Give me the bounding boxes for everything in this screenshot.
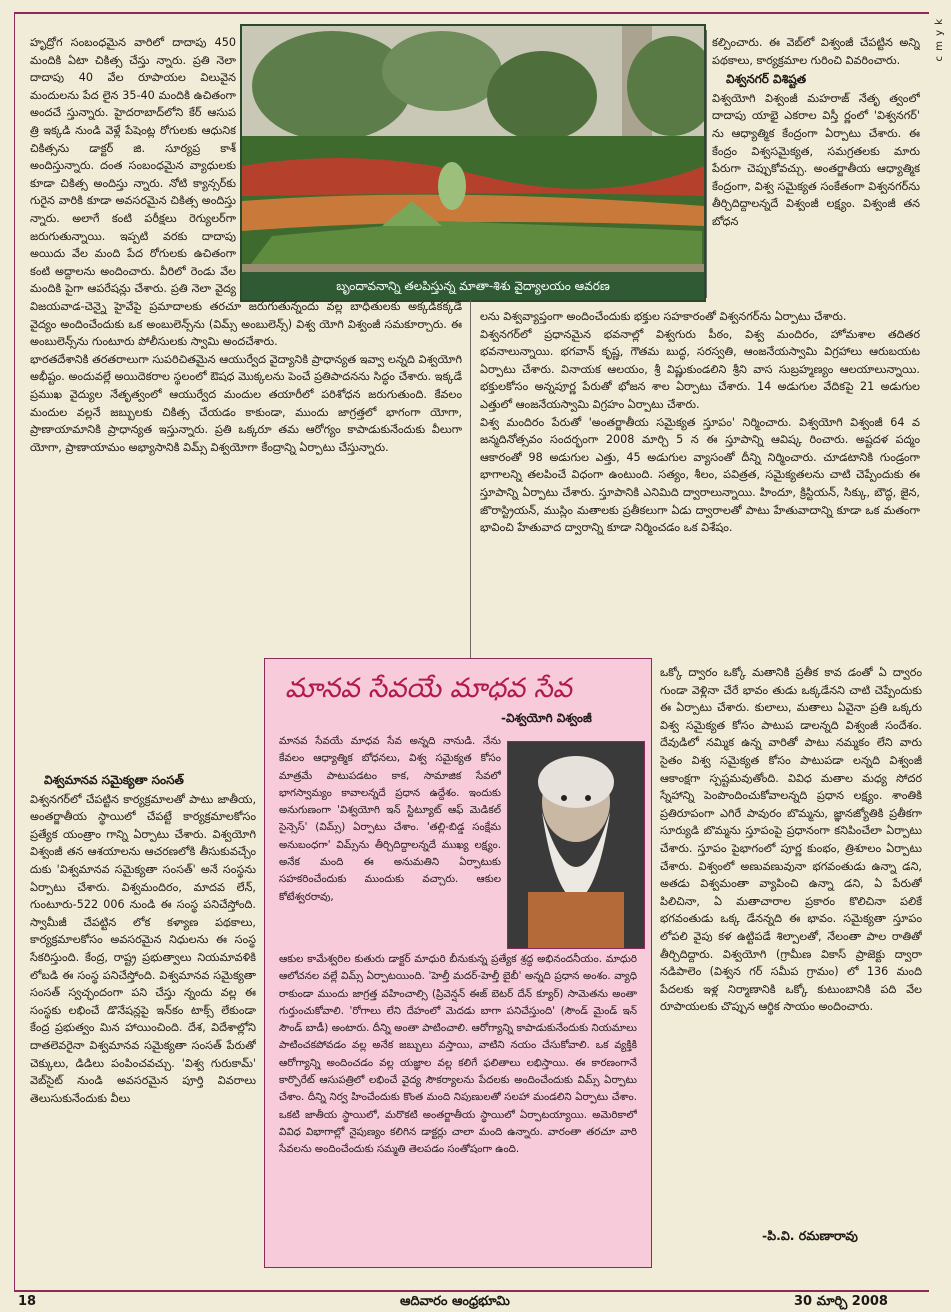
left-column-para-2: విజయవాడ-చెన్నై హైవేపై ప్రమాదాలకు తరచూ జరుగుతున్నందు వల్ల బాధితులకు అక్కడికక్కడే వైద్యం అందించేందుకు ఒక అంబులెన్స్‌ను (విమ్స్ అంబులెన్స్) విశ్వ యోగి విశ్వంజీ సమకూర్చారు. ఈ అంబులెన్స్‌ను గుంటూరు పోలీసులకు స్వామి అందచేశారు.: [30, 300, 462, 349]
box-text-wide: ఆకుల కామేశ్వరిల కుతురు డాక్టర్ మాధురి బీనుకున్న ప్రత్యేక శ్రద్ధ అభినందనీయం. మాధురి ఆలోచనల వల్లే విమ్స్ ఏర్పాటయింది. 'హెల్తీ మదర్-హెల్తీ బైబీ' అన్నది ప్రధాన అంశం. వ్యాధి రాకుండా ముందు జాగ్రత్త వహించాల్సి (ప్రివెన్షన్ ఈజ్ బెటర్ దేన్ క్యూర్) సామెతను అంతా గుర్తుంచుకోవాలి. 'రోగాలు లేని దేహంలో మెదడు బాగా పనిచేస్తుంది' (సౌండ్ మైండ్ ఇన్ సౌండ్ బాడీ) అంటారు. దీన్ని అంతా పాటించాలి. ఆరోగ్యాన్ని కాపాడుకునేందుకు నియమాలు పాటించకపోవడం వల్ల అనేక జబ్బులు వస్తాయి, వాటిని నయం చేసుకోవాలి. ఒక వ్యక్తికి ఆరోగ్యాన్ని అందించడం వల్ల యజ్ఞాల వల్ల కలిగే ఫలితాలు లభిస్తాయి. ఈ కారణంగానే కార్పొరేట్ ఆసుపత్రిలో లభించే వైద్య సౌకర్యాలను పేదలకు అందించేందుకు విమ్స్ ఏర్పాటు చేశాం. దీన్ని నిర్వ హించేందుకు కొంత మంది నిపుణులతో సలహా మండలిని ఏర్పాటు చేశాం. ఒకటి జాతీయ స్థాయిలో, మరొకటి అంతర్జాతీయ స్థాయిలో ఏర్పాటయ్యాయి. అమెరికాలో వివిధ విభాగాల్లో నైపుణ్యం కలిగిన డాక్టర్లు చాలా మంది ఉన్నారు. వారంతా తరచూ వారి సేవలను అందించేందుకు సమ్మతి తెలపడం సంతోషంగా ఉంది.: [279, 953, 637, 1156]
left-margin-rule: [14, 12, 15, 1290]
left-column-bottom: [30, 770, 256, 1262]
box-text-narrow: మానవ సేవయే మాధవ సేవ అన్నది నానుడి. నేను కేవలం ఆధ్యాత్మిక బోధనలు, విశ్వ సమైక్యత కోసం మాత్రమే పాటుపడటం కాక, సామాజిక సేవలో భాగస్వామ్యం కావాలన్నదే ప్రధాన ఉద్దేశం. ఇందుకు అనుగుణంగా 'విశ్వయోగి ఇన్ స్టిట్యూట్ ఆఫ్ మెడికల్ సైన్సెస్' (విమ్స్) ఏర్పాటు చేశాం. 'తల్లి-బిడ్డ సంక్షేమ అనుబంధగా' విమ్స్‌ను తీర్చిదిద్దాలన్నదే ముఖ్య లక్ష్యం. అనేక మంది ఈ అనుమతిని ఏర్పాటుకు సహకరించేందుకు ముందుకు వచ్చారు. ఆకుల కోటేశ్వరరావు,: [279, 735, 501, 903]
author-credit: -పి.వి. రమణారావు: [762, 1228, 858, 1243]
middle-column-para-2: విశ్వనగర్‌లో ప్రధానమైన భవనాల్లో విశ్వగురు పీఠం, విశ్వ మందిరం, హోమశాల తదితర భవనాలున్నాయి. భగవాన్ కృష్ణ, గౌతమ బుద్ధ, సరస్వతి, ఆంజనేయస్వామి విగ్రహాలు ఆరుబయట ఏర్పాటు చేశారు. వినాయక ఆలయం, శ్రీ విష్ణుకుండలిని శ్రీని వాస సుబ్రహ్మణ్యం ఆలయాలున్నాయి. భక్తులకోసం అన్నపూర్ణ పేరుతో భోజన శాల ఏర్పాటు చేశారు. 14 అడుగుల వేదికపై 21 అడుగుల ఎత్తులో ఆంజనేయస్వామి విగ్రహం ఏర్పాటు చేశారు.: [480, 327, 920, 411]
issue-date: 30 మార్చి 2008: [794, 1294, 888, 1309]
middle-column-para-1: లను విశ్వవ్యాప్తంగా అందించేందుకు భక్తుల సహకారంతో విశ్వనగర్‌ను ఏర్పాటు చేశారు.: [480, 310, 847, 323]
left-column: [30, 34, 236, 298]
publication-name: ఆదివారం ఆంధ్రభూమి: [400, 1294, 510, 1309]
right-column-para-2: విశ్వయోగి విశ్వంజీ మహరాజ్ నేతృ త్వంలో దాదాపు యాభై ఎకరాల విస్తీ ర్ణంలో 'విశ్వనగర్' ను ఆధ్యాత్మిక కేంద్రంగా ఏర్పాటు చేశారు. ఈ కేంద్రం విశ్వసమైక్యత, సమగ్రతలకు మారు పేరుగా చెప్పుకోవచ్చు. అంతర్జాతీయ ఆధ్యాత్మిక కేంద్రంగా, విశ్వ సమైక్యత సంకేతంగా విశ్వనగర్‌ను తీర్చిదిద్దాలన్నదే విశ్వంజీ లక్ష్యం. విశ్వంజీ తన బోధన: [712, 91, 920, 228]
sidebar-box: [264, 658, 652, 1268]
left-column-para-4: విశ్వనగర్‌లో చేపట్టిన కార్యక్రమాలతో పాటు జాతీయ, అంతర్జాతీయ స్థాయిలో చేపట్టే కార్యక్రమాలకోసం ప్రత్యేక యంత్రాం గాన్ని ఏర్పాటు చేశారు. విశ్వయోగి విశ్వంజీ తన ఆశయాలను ఆచరణలోకి తీసుకువచ్చేం దుకు 'విశ్వమానవ సమైక్యతా సంసత్' అనే సంస్థను ఏర్పాటు చేశారు. విశ్వమందిరం, మాదవ లేన్, గుంటూరు-522 006 నుండి ఈ సంస్థ పనిచేస్తోంది. స్వామీజీ చేపట్టిన లోక కళ్యాణ పథకాలు, కార్యక్రమాలకోసం అవసరమైన నిధులను ఈ సంస్థ సేకరిస్తుంది. కేంద్ర, రాష్ట్ర ప్రభుత్వాలు నియమావళికి లోబడి ఈ సంస్థ పనిచేస్తోంది. విశ్వమానవ సమైక్యతా సంసత్ స్వచ్ఛందంగా పని చేస్తు న్నందు వల్ల ఈ సంస్థకు లభించే డొనేషన్లపై ఇన్‌కం టాక్స్ లేకుండా కేంద్ర ప్రభుత్వం మిన హాయించింది. దేశ, విదేశాల్లోని దాతలెవరైనా విశ్వమానవ సమైక్యతా సంసత్ పేరుతో చెక్కులు, డిడిలు పంపించవచ్చు. 'విశ్వ గురుకామ్' వెబ్‌సైట్ నుండి అవసరమైన పూర్తి వివరాలు తెలుసుకునేందుకు వీలు: [30, 792, 256, 1105]
bottom-rule: [14, 1290, 929, 1292]
right-column-para-1: కల్పించారు. ఈ వెబ్‌లో విశ్వంజీ చేపట్టిన అన్ని పథకాలు, కార్యక్రమాల గురించి వివరించారు.: [712, 36, 920, 67]
garden-photo: [240, 24, 706, 302]
viswayogi-portrait: [507, 741, 645, 949]
box-byline: -విశ్వయోగి విశ్వంజీ: [501, 711, 592, 725]
right-section-heading: విశ్వనగర్ విశిష్టత: [726, 72, 807, 87]
middle-column-para-3: విశ్వ మందిరం పేరుతో 'అంతర్జాతీయ సమైక్యత స్తూపం' నిర్మించారు. విశ్వయోగి విశ్వంజీ 64 వ జన్మదినోత్సవం సందర్భంగా 2008 మార్చి 5 న ఈ స్తూపాన్ని ఆవిష్క రించారు. అష్టదళ పద్మం ఆకారంతో 98 అడుగుల ఎత్తు, 45 అడుగుల వ్యాసంతో దీన్ని నిర్మించారు. చూడటానికి గుండ్రంగా భాగాలన్ని తలపించే విధంగా ఉంటుంది. సత్యం, శీలం, పవిత్రత, సమైక్యతలను చాటి చెప్పేందుకు ఈ స్తూపాన్ని ఏర్పాటు చేశారు. స్తూపానికి ఎనిమిది ద్వారాలున్నాయి. హిందూ, క్రిస్టియన్, సిక్కు, బౌద్ధ, జైన, జొరాస్ట్రియన్, ముస్లిం మతాలకు ప్రతీకలుగా ఏడు ద్వారాలతో పాటు హేతువాదాన్ని కూడా ఒక మతంగా భావించి హేతువాద ద్వారాన్ని కూడా నిర్మించడం ఒక విశేషం.: [480, 415, 920, 535]
right-column: [712, 34, 920, 340]
registration-marks: c m y k: [934, 18, 945, 62]
box-title: మానవ సేవయే మాధవ సేవ: [285, 673, 572, 704]
left-column-para-3: భారతదేశానికి తరతరాలుగా సుపరిచితమైన ఆయుర్వేద వైద్యానికి ప్రాధాన్యత ఇవ్వా లన్నది విశ్వయోగి అభీష్టం. అందువల్లే అయిదెకరాల స్థలంలో ఔషధ మొక్కలను పెంచే ప్రతిపాదనను సిద్ధం చేశారు. ఇక్కడే ప్రముఖ వైద్యుల నేతృత్వంలో ఆయుర్వేద మందుల తయారీలో పరిశోధన జరుగుతుంది. కేవలం మందుల వల్లనే జబ్బులకు చికిత్స చేయడం కాకుండా, ముందు జాగ్రత్తలో భాగంగా యోగా, ప్రాణాయామానికి ప్రాధాన్యత ఇస్తున్నారు. ప్రతి ఒక్కరూ తమ ఆరోగ్యం కాపాడుకునేందుకు వీలుగా యోగా, ప్రాణాయామం అభ్యాసానికి విమ్స్ విశ్వయోగా కేంద్రాన్ని ఏర్పాటు చేస్తున్నారు.: [30, 352, 462, 454]
left-column-para-1: హృద్రోగ సంబంధమైన వారిలో దాదాపు 450 మందికి ఏటా చికిత్స చేస్తు న్నారు. ప్రతి నెలా దాదాపు 40 వేల రూపాయల విలువైన మందులను పేద లైన 35-40 మందికి ఉచితంగా అందచే స్తున్నారు. హైదరాబాద్‌లోని కేర్ ఆసుప త్రి ఇక్కడి నుండి వెళ్లే పేషెంట్ల రోగులకు ఆధునిక చికిత్సను డాక్టర్ జి. సూర్యప్ర కాశ్ అందిస్తున్నారు. దంత సంబంధమైన వ్యాధులకు కూడా చికిత్స అందిస్తు న్నారు. నోటి క్యాన్సర్‌కు గురైన వారికి కూడా అవసరమైన చికిత్స అందిస్తు న్నారు. అలాగే కంటి పరీక్షలు రెగ్యులర్‌గా జరుగుతున్నాయి. ఇప్పటి వరకు దాదాపు అయిదు వేల మంది పేద రోగులకు ఉచితంగా కంటి అద్దాలను అందించారు. వీరిలో రెండు వేల మందికి పైగా ఆపరేషన్లు చేశారు. ప్రతి నెలా వైద్య: [30, 36, 236, 296]
right-column-para-3: ఒక్కో ద్వారం ఒక్కో మతానికి ప్రతీక కావ డంతో ఏ ద్వారం గుండా వెళ్లినా చేరే భావం తుడు ఒక్కడేనని చాటి చెప్పేందుకు ఈ ఏర్పాటు చేశారు. కులాలు, మతాలు ఏవైనా ప్రతి ఒక్కరు విశ్వ సమైక్యత కోసం పాటుప డాలన్నది విశ్వంజీ సందేశం. దేవుడిలో నమ్మిక ఉన్న వారితో పాటు నమ్మకం లేని వారు సైతం విశ్వ సమైక్యత కోసం పాటుపడా లన్నది విశ్వంజీ ఆకాంక్షగా స్పష్టమవుతోంది. వివిధ మతాల మధ్య సోదర స్నేహాన్ని పెంపొందించుకోవాలన్నది ప్రధాన లక్ష్యం. శాంతికి ప్రతిరూపంగా ఎగిరే పావురం బొమ్మను, జ్ఞానజ్యోతికి ప్రతీకగా సూర్యుడి బొమ్మను స్తూపంపై ప్రధానంగా కనిపించేలా ఏర్పాటు చేశారు. స్తూపం పైభాగంలో పూర్ణ కుంభం, త్రిశూలం ఏర్పాటు చేశారు. విశ్వంలో అణువణువునా భగవంతుడు ఉన్నా డని, అతడు విశ్వమంతా వ్యాపించి ఉన్నా డని, ఏ పేరుతో పిలిచినా, ఏ మతాచారాల ప్రకారం కొలిచినా పలికే భగవంతుడు ఒక్క డేనన్నది ఈ భావం. సమైక్యతా స్తూపం లోపలి వైపు కళ ఉట్టిపడే శిల్పాలతో, నేలంతా పాల రాతితో తీర్చిదిద్దారు. విశ్వయోగి (గ్రామీణ వికాస్ ప్రాజెక్టు ద్వారా నడిపాలెం (విశ్వన గర్ సమీప గ్రామం) లో 136 మంది పేదలకు ఇళ్ల నిర్మాణానికి ఒక్కో కుటుంబానికి పది వేల రూపాయలకు చొప్పున ఆర్థిక సాయం అందించారు.: [660, 666, 922, 1014]
photo-caption: బృందావనాన్ని తలపిస్తున్న మాతా-శిశు వైద్యాలయం ఆవరణ: [242, 272, 704, 300]
page-number: 18: [18, 1294, 37, 1309]
column-divider-left: [470, 300, 471, 660]
portrait-illustration: [508, 742, 644, 948]
garden-illustration: [242, 26, 704, 300]
column-divider-right: [706, 30, 707, 298]
middle-column: [480, 308, 920, 658]
top-rule: [14, 12, 929, 14]
right-column-lower: [660, 664, 922, 1224]
left-section-heading: విశ్వమానవ సమైక్యతా సంసత్: [44, 773, 184, 787]
